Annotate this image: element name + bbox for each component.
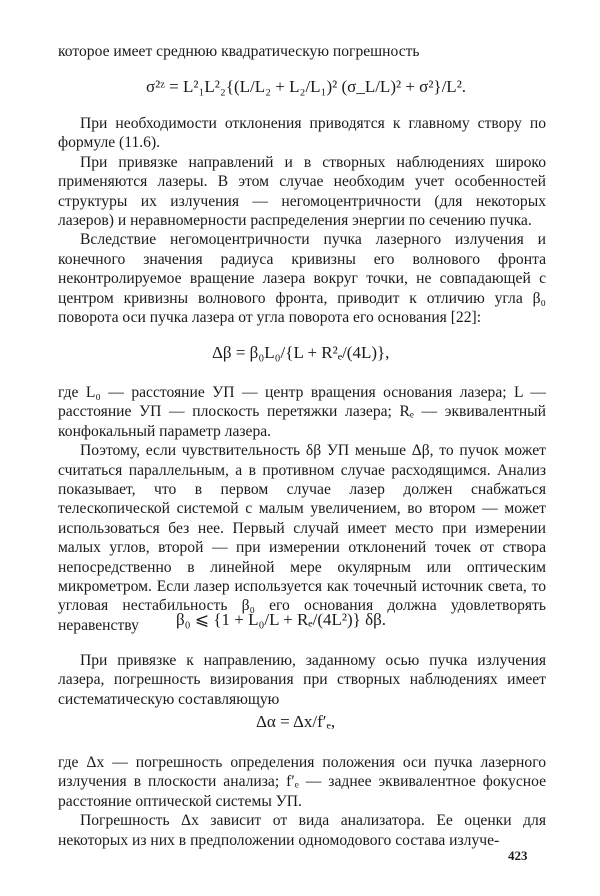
formula-delta-alpha: Δα = Δx/f′ₑ, bbox=[256, 712, 336, 731]
paragraph-non-homocentricity: Вследствие негомоцентричности пучка лазерного излучения и конечного значения радиуса кривизны его волнового фронта неконтролируемое вращение лазера вокруг точки, не совпадающей с центром кривизны волнового фронта, приводит к отличию угла β₀ поворота оси пучка лазера от угла поворота его основания [22]: bbox=[58, 231, 546, 327]
paragraph-definitions-2: где Δx — погрешность определения положения оси пучка лазерного излучения в плоскости анализа; f′ₑ — заднее эквивалентное фокусное расстояние оптической системы УП. bbox=[58, 754, 546, 810]
intro-text-block bbox=[58, 42, 546, 61]
formula-variance: σ²ᶻ = L²₁L²₂{(L/L₂ + L₂/L₁)² (σ_L/L)² + σ²}/L². bbox=[146, 77, 467, 96]
formula-inequality: β₀ ⩽ {1 + L₀/L + Rₑ/(4L²)} δβ. bbox=[176, 610, 386, 629]
intro-line: которое имеет среднюю квадратическую погрешность bbox=[58, 43, 420, 60]
paragraph-block-3 bbox=[58, 651, 546, 709]
paragraph-lasers: При привязке направлений и в створных наблюдениях широко применяются лазеры. В этом случае необходим учет особенностей структуры их излучения — негомоцентричности (для некоторых лазеров) и неравномерности распределения энергии по сечению пучка. bbox=[58, 153, 546, 230]
paragraph-block-4 bbox=[58, 753, 546, 850]
page-number: 423 bbox=[508, 848, 528, 863]
paragraph-block-1 bbox=[58, 114, 546, 327]
paragraph-block-2 bbox=[58, 383, 546, 635]
paragraph-analyzer: Погрешность Δx зависит от вида анализатора. Ее оценки для некоторых из них в предположении одномодового состава излуче- bbox=[58, 812, 546, 849]
formula-delta-beta: Δβ = β₀L₀/{L + R²ₑ/(4L)}, bbox=[212, 343, 390, 362]
paragraph-beam-axis: При привязке к направлению, заданному осью пучка излучения лазера, погрешность визирования при створных наблюдениях имеет систематическую составляющую bbox=[58, 652, 546, 708]
paragraph-deviations: При необходимости отклонения приводятся к главному створу по формуле (11.6). bbox=[58, 115, 546, 152]
paragraph-definitions-1: где L₀ — расстояние УП — центр вращения основания лазера; L — расстояние УП — плоскость перетяжки лазера; Rₑ — эквивалентный конфокальный параметр лазера. bbox=[58, 384, 546, 440]
paragraph-sensitivity: Поэтому, если чувствительность δβ УП меньше Δβ, то пучок может считаться параллельным, а в противном случае расходящимся. Анализ показывает, что в первом случае лазер должен снабжаться телескопической системой с малым увеличением, во втором — может использоваться без нее. Первый случай имеет место при измерении малых углов, второй — при измерении отклонений точек от створа непосредственно в линейной мере окулярным или оптическим микрометром. Если лазер используется как точечный источник света, то угловая нестабильность β₀ его основания должна удовлетворять неравенству bbox=[58, 442, 546, 634]
